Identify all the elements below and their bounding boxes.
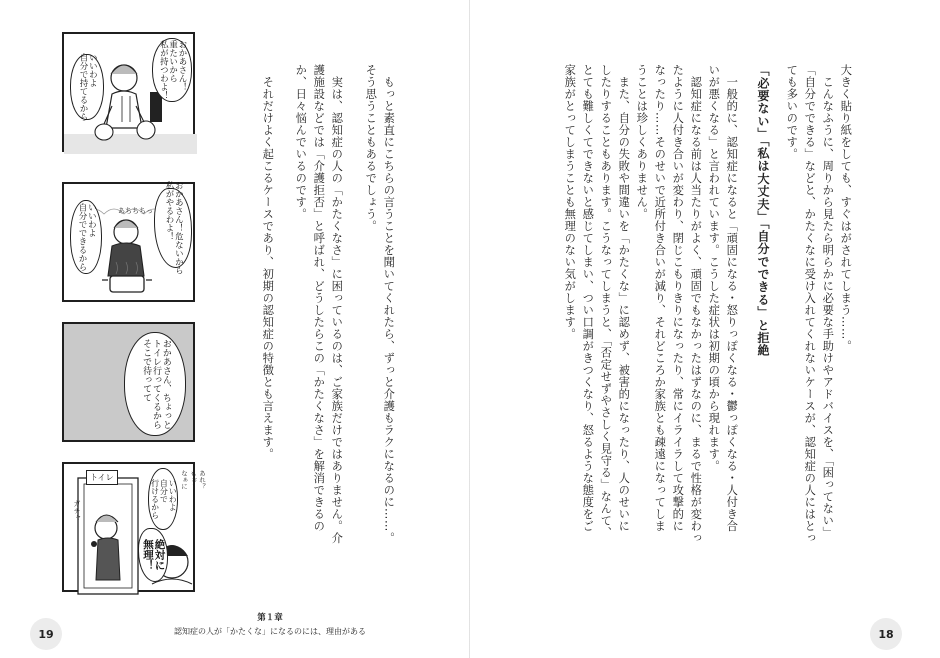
text-column: それだけよく起こるケースであり、初期の認知症の特徴とも言えます。 (261, 64, 275, 460)
section-heading: 「必要ない」「私は大丈夫」「自分でできる」と拒絶 (756, 64, 770, 357)
text-column: また、自分の失敗や間違いを「かたくな」に認めず、被害的になったり、人のせいに (617, 64, 631, 532)
text-column: もっと素直にこちらの言うことを聞いてくれたら、ずっと介護もラクになるのに……。 (382, 64, 396, 544)
text-column: 実は、認知症の人の「かたくなさ」に困っているのは、ご家族だけではありません。介 (330, 64, 344, 544)
text-column: ても多いのです。 (785, 64, 799, 160)
manga-panel-3 (62, 322, 195, 442)
running-header (150, 612, 390, 638)
sound-effect-door: ガチャ (73, 500, 81, 521)
speech-bubble-mother: いいわよ 自分で持てるから (70, 54, 104, 120)
text-column: か、日々悩んでいるのです。 (294, 64, 308, 220)
text-column: 大きく貼り紙をしても、すぐはがされてしまう……。 (839, 64, 853, 352)
manga-panel-2 (62, 182, 195, 302)
text-column: 家族がとってしまうことも無理のない気がします。 (563, 64, 577, 340)
speech-bubble-daughter: おかあさん！ 重たいから 私が持つわよ！ (152, 38, 192, 102)
speech-bubble-mother: いいわよ 自分で 行けるから (148, 468, 178, 530)
text-column: うことは珍しくありません。 (635, 64, 649, 220)
toilet-door-illustration (64, 464, 197, 594)
text-column: たように人付き合いが変わり、閉じこもりきりになったり、常にイライラして攻撃的に (671, 64, 685, 532)
text-column: そう思うこともあるでしょう。 (364, 64, 378, 232)
sound-effect: あちちちっ (118, 207, 153, 215)
manga-panel-4 (62, 462, 206, 592)
text-column: とても難しくてできないと感じてしまい、つい口調がきつくなり、怒るような態度をご (581, 64, 595, 532)
text-column: 「自分でできる」などと、かたくなに受け入れてくれないケースが、認知症の人にはとっ (803, 64, 817, 544)
text-column: 一般的に、認知症になると「頑固になる・怒りっぽくなる・鬱っぽくなる・人付き合 (725, 64, 739, 532)
door-sign: トイレ (86, 470, 118, 485)
speech-bubble-daughter: おかあさん、ちょっと トイレ行ってくるから そこで待ってて (124, 332, 186, 436)
text-column: いが悪くなる」と言われています。こうした症状は初期の頃から現れます。 (707, 64, 721, 472)
chapter-label: 第１章 (257, 613, 283, 623)
manga-panel-1 (62, 32, 195, 152)
text-column: 認知症になる前は人当たりがよく、頑固でもなかったはずなのに、まるで性格が変わっ (689, 64, 703, 544)
text-column: したりすることもあります。こうなってしまうと、「否定せずやさしく見守る」なんて、 (599, 64, 613, 539)
text-column: こんなふうに、周りから見たら明らかに必要な手助けやアドバイスを、「困ってない」 (821, 64, 835, 539)
speech-bubble-mother: いいわよ 自分でできるから (70, 200, 102, 274)
page-number: 18 (870, 618, 902, 650)
chapter-title: 認知症の人が「かたくな」になるのには、理由がある (174, 627, 366, 636)
page-number: 19 (30, 618, 62, 650)
speech-bubble-daughter: おかあさん！危ないから 私がやるわよ！ (154, 188, 192, 268)
page-18 (470, 0, 940, 658)
text-column: なったり……そのせいで近所付き合いが減り、それどころか家族とも疎遠になってしま (653, 64, 667, 532)
speech-bubble-daughter: 絶対に 無理！ (138, 528, 168, 582)
sound-effect-murmur: あれ？ もぉー なぁに (180, 470, 206, 490)
text-column: 護施設などでは「介護拒否」と呼ばれ、どうしたらこの「かたくなさ」を解消できるの (312, 64, 326, 532)
